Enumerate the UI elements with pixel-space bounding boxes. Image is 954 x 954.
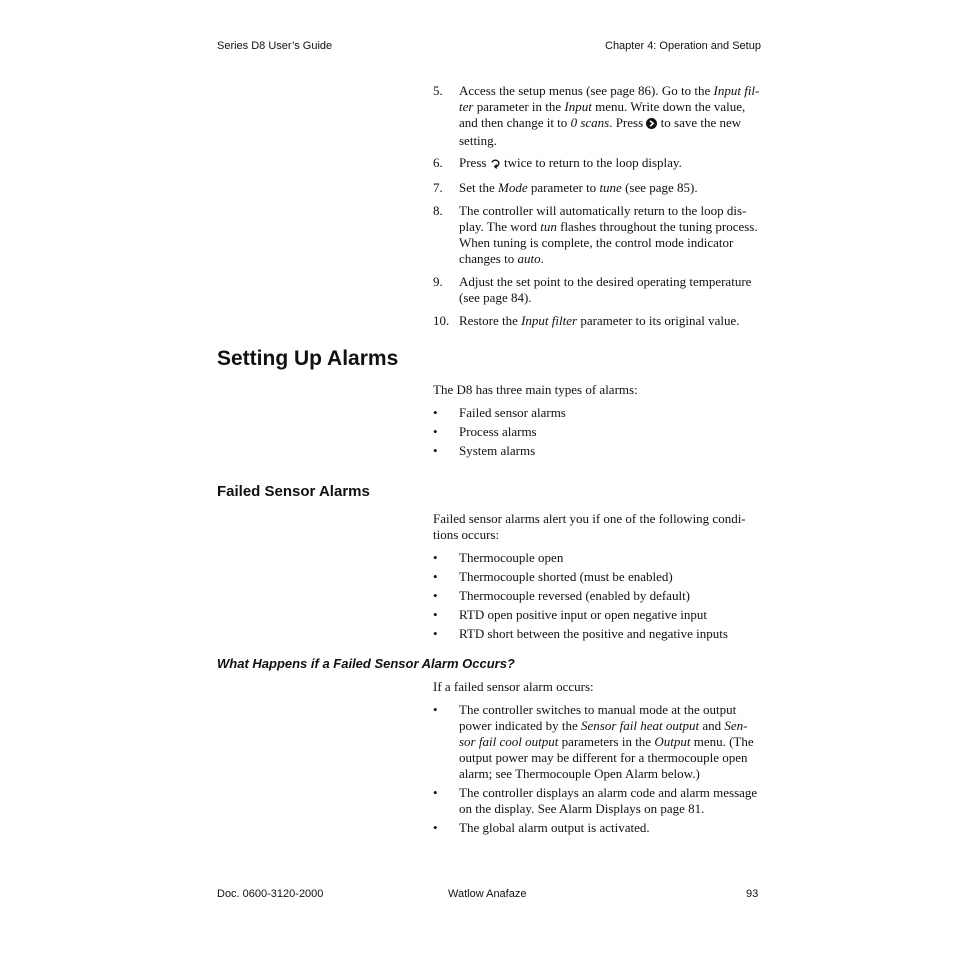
text-run: parameters in the	[558, 734, 655, 749]
list-item-text: RTD open positive input or open negative input	[459, 607, 707, 622]
bullet: •	[433, 588, 438, 603]
text-run: Press	[459, 155, 490, 170]
emphasized-text: 0 scans	[570, 115, 610, 130]
footer-doc-number: Doc. 0600-3120-2000	[217, 888, 324, 900]
text-run: power indicated by the	[459, 718, 582, 733]
text-run: on the display. See Alarm Displays on page 81.	[459, 801, 705, 816]
text-run: The controller displays an alarm code and alarm message	[459, 785, 758, 800]
emphasized-text: Input fil-	[713, 83, 760, 98]
text-run: parameter to its original value.	[577, 313, 740, 328]
text-run: parameter in the	[473, 99, 565, 114]
bullet: •	[433, 424, 438, 439]
text-run: Adjust the set point to the desired operating temperature	[459, 274, 752, 289]
text-run: and then change it to	[459, 115, 571, 130]
section-heading: Setting Up Alarms	[217, 347, 399, 370]
text-run: The controller will automatically return to the loop dis-	[459, 203, 747, 218]
step-text	[459, 313, 768, 329]
step-text	[459, 83, 768, 149]
list-item-text: Thermocouple reversed (enabled by default)	[459, 588, 691, 603]
failed-intro-line: tions occurs:	[433, 527, 500, 542]
text-run: . Press	[609, 115, 647, 130]
list-item-text	[459, 820, 768, 836]
list-item-text	[459, 702, 768, 782]
bullet: •	[433, 626, 438, 641]
text-run: play. The word	[459, 219, 541, 234]
emphasized-text: Output	[654, 734, 691, 749]
text-run: setting.	[459, 133, 497, 148]
emphasized-text: sor fail cool output	[459, 734, 559, 749]
step-number: 8.	[433, 203, 443, 218]
failed-intro-line: Failed sensor alarms alert you if one of the following condi-	[433, 511, 746, 526]
conditions-block	[433, 511, 768, 642]
subsection-heading: Failed Sensor Alarms	[217, 483, 370, 500]
text-run: The global alarm output is activated.	[459, 820, 650, 835]
list-item-text	[459, 785, 768, 817]
step-text	[459, 203, 768, 267]
alarms-intro: The D8 has three main types of alarms:	[433, 382, 638, 397]
step-number: 7.	[433, 180, 443, 195]
emphasized-text: Input	[564, 99, 592, 114]
step-number: 5.	[433, 83, 443, 98]
list-item-text: Thermocouple open	[459, 550, 564, 565]
list-item	[433, 626, 768, 642]
effects-block	[433, 679, 768, 836]
list-item	[433, 424, 768, 440]
text-run: and	[699, 718, 725, 733]
emphasized-text: ter	[459, 99, 474, 114]
bullet: •	[433, 820, 438, 835]
step-text	[459, 180, 768, 196]
step-number: 9.	[433, 274, 443, 289]
text-run: .	[540, 251, 544, 266]
text-run: When tuning is complete, the control mode indicator	[459, 235, 734, 250]
text-run: twice to return to the loop display.	[500, 155, 682, 170]
emphasized-text: Sen-	[724, 718, 748, 733]
list-item-text: Failed sensor alarms	[459, 405, 566, 420]
text-run: menu. (The	[690, 734, 754, 749]
back-key-icon	[490, 157, 501, 173]
step-item	[433, 203, 768, 267]
text-run: Restore the	[459, 313, 522, 328]
bullet: •	[433, 607, 438, 622]
bullet: •	[433, 550, 438, 565]
alarm-types-block	[433, 382, 768, 459]
footer-page-number: 93	[746, 888, 759, 900]
bullet: •	[433, 785, 438, 800]
step-number: 10.	[433, 313, 450, 328]
list-item-text: RTD short between the positive and negative inputs	[459, 626, 728, 641]
bullet: •	[433, 702, 438, 717]
right-arrow-key-icon	[646, 117, 657, 133]
list-item	[433, 820, 768, 836]
steps-list	[433, 83, 768, 329]
bullet: •	[433, 405, 438, 420]
list-item-text: Thermocouple shorted (must be enabled)	[459, 569, 673, 584]
text-run: alarm; see Thermocouple Open Alarm below.)	[459, 766, 700, 781]
text-run: (see page 85).	[621, 180, 698, 195]
list-item	[433, 588, 768, 604]
bullet: •	[433, 569, 438, 584]
list-item	[433, 607, 768, 623]
text-run: flashes throughout the tuning process.	[556, 219, 758, 234]
step-text	[459, 155, 768, 173]
step-text	[459, 274, 768, 306]
emphasized-text: tun	[540, 219, 557, 234]
text-run: (see page 84).	[459, 290, 532, 305]
header-guide-title: Series D8 User’s Guide	[217, 40, 333, 52]
step-item	[433, 313, 768, 329]
step-item	[433, 155, 768, 173]
step-item	[433, 180, 768, 196]
text-run: Set the	[459, 180, 498, 195]
list-item-text: Process alarms	[459, 424, 537, 439]
list-item	[433, 569, 768, 585]
step-item	[433, 83, 768, 149]
footer-company: Watlow Anafaze	[448, 888, 527, 900]
emphasized-text: Mode	[498, 180, 528, 195]
emphasized-text: auto	[517, 251, 541, 266]
list-item	[433, 443, 768, 459]
header-chapter-title: Chapter 4: Operation and Setup	[605, 40, 761, 52]
text-run: output power may be different for a thermocouple open	[459, 750, 748, 765]
bullet: •	[433, 443, 438, 458]
if-intro: If a failed sensor alarm occurs:	[433, 679, 594, 694]
emphasized-text: Input filter	[521, 313, 578, 328]
subsubsection-heading: What Happens if a Failed Sensor Alarm Occurs?	[217, 656, 515, 671]
list-item-text: System alarms	[459, 443, 536, 458]
list-item	[433, 785, 768, 817]
text-run: to save the new	[657, 115, 742, 130]
text-run: Access the setup menus (see page 86). Go to the	[459, 83, 714, 98]
text-run: parameter to	[527, 180, 600, 195]
emphasized-text: Sensor fail heat output	[581, 718, 700, 733]
emphasized-text: tune	[599, 180, 622, 195]
list-item	[433, 702, 768, 782]
text-run: menu. Write down the value,	[591, 99, 746, 114]
step-item	[433, 274, 768, 306]
step-number: 6.	[433, 155, 443, 170]
list-item	[433, 550, 768, 566]
text-run: The controller switches to manual mode at the output	[459, 702, 737, 717]
list-item	[433, 405, 768, 421]
text-run: changes to	[459, 251, 518, 266]
